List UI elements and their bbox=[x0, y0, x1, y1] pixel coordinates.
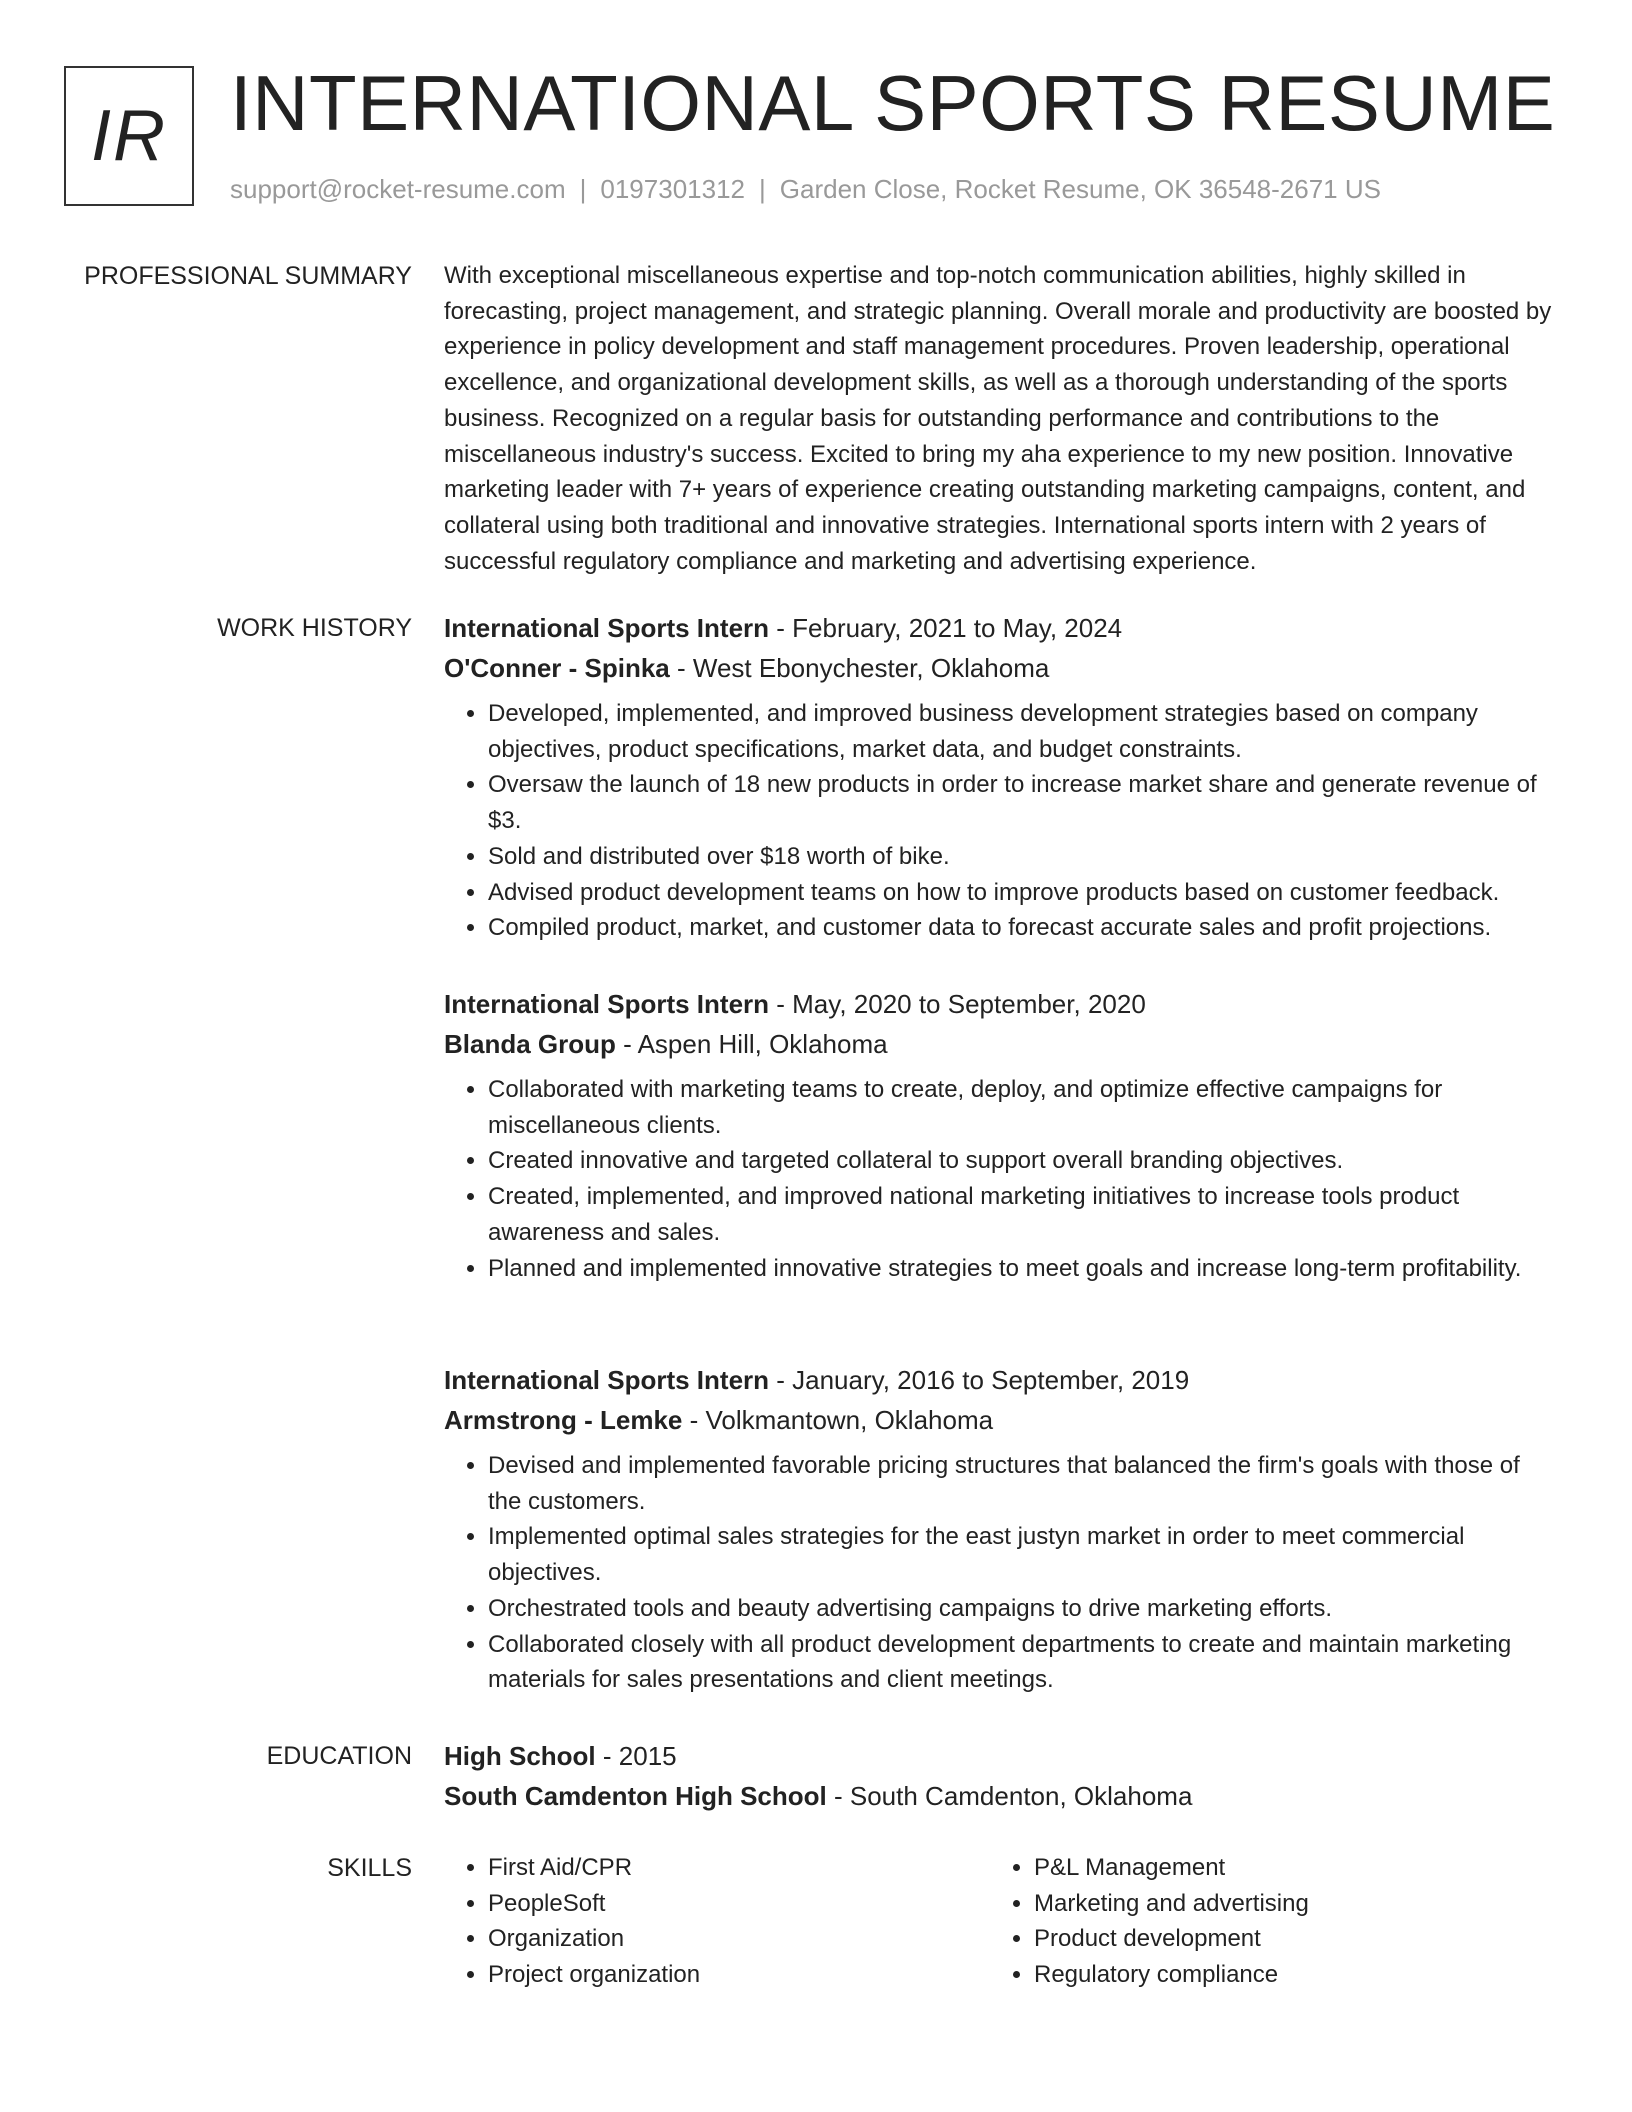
job-title-line bbox=[444, 608, 1552, 648]
job-company-line bbox=[444, 1400, 1552, 1440]
contact-line bbox=[230, 172, 1381, 206]
job-bullet: • Created innovative and targeted collateral to support overall branding objectives. bbox=[488, 1143, 1552, 1179]
job-bullet: • Compiled product, market, and customer data to forecast accurate sales and profit projections. bbox=[488, 910, 1552, 946]
job-company: Blanda Group bbox=[444, 1029, 616, 1059]
skills-body bbox=[444, 1850, 1552, 1993]
skill-item: • Product development bbox=[1034, 1921, 1536, 1957]
contact-address: Garden Close, Rocket Resume, OK 36548-2671 US bbox=[779, 174, 1381, 204]
skill-item: • Regulatory compliance bbox=[1034, 1957, 1536, 1993]
job-title: International Sports Intern bbox=[444, 613, 770, 643]
job-bullet: • Orchestrated tools and beauty advertising campaigns to drive marketing efforts. bbox=[488, 1591, 1552, 1627]
skill-item: • Organization bbox=[488, 1921, 990, 1957]
job-location: - Aspen Hill, Oklahoma bbox=[615, 1029, 888, 1059]
education-school-line bbox=[444, 1776, 1552, 1816]
job-company-line bbox=[444, 1024, 1552, 1064]
job-bullet: • Advised product development teams on how to improve products based on customer feedback. bbox=[488, 875, 1552, 911]
job-bullets bbox=[444, 1448, 1552, 1698]
section-label-summary: PROFESSIONAL SUMMARY bbox=[84, 262, 412, 290]
job-entry bbox=[444, 984, 1552, 1286]
job-bullet: • Oversaw the launch of 18 new products in order to increase market share and generate revenue of $3. bbox=[488, 767, 1552, 838]
contact-email: support@rocket-resume.com bbox=[230, 174, 566, 204]
job-bullet: • Implemented optimal sales strategies for the east justyn market in order to meet commercial objectives. bbox=[488, 1519, 1552, 1590]
skills-list-right bbox=[990, 1850, 1536, 1993]
skill-item: • PeopleSoft bbox=[488, 1886, 990, 1922]
contact-phone: 0197301312 bbox=[600, 174, 745, 204]
job-company: Armstrong - Lemke bbox=[444, 1405, 683, 1435]
education-location: - South Camdenton, Oklahoma bbox=[826, 1781, 1193, 1811]
job-bullet: • Devised and implemented favorable pricing structures that balanced the firm's goals with those of the customers. bbox=[488, 1448, 1552, 1519]
education-body bbox=[444, 1736, 1552, 1816]
job-title: International Sports Intern bbox=[444, 1365, 770, 1395]
skill-item: • Marketing and advertising bbox=[1034, 1886, 1536, 1922]
job-title: International Sports Intern bbox=[444, 989, 770, 1019]
job-location: - Volkmantown, Oklahoma bbox=[682, 1405, 994, 1435]
job-dates: - February, 2021 to May, 2024 bbox=[769, 613, 1123, 643]
skill-item: • Project organization bbox=[488, 1957, 990, 1993]
job-entry bbox=[444, 608, 1552, 946]
job-company: O'Conner - Spinka bbox=[444, 653, 670, 683]
section-label-skills: SKILLS bbox=[327, 1854, 412, 1882]
job-bullet: • Collaborated with marketing teams to create, deploy, and optimize effective campaigns for miscellaneous clients. bbox=[488, 1072, 1552, 1143]
skill-item: • First Aid/CPR bbox=[488, 1850, 990, 1886]
education-degree-line bbox=[444, 1736, 1552, 1776]
summary-text: With exceptional miscellaneous expertise and top-notch communication abilities, highly skilled in forecasting, project management, and strategic planning. Overall morale and productivity are boosted by experience in policy development and staff management procedures. Proven leadership, operational excellence, and organizational development skills, as well as a thorough understanding of the sports business. Recognized on a regular basis for outstanding performance and contributions to the miscellaneous industry's success. Excited to bring my aha experience to my new position. Innovative marketing leader with 7+ years of experience creating outstanding marketing campaigns, content, and collateral using both traditional and innovative strategies. International sports intern with 2 years of successful regulatory compliance and marketing and advertising experience. bbox=[444, 262, 1552, 575]
job-bullet: • Planned and implemented innovative strategies to meet goals and increase long-term profitability. bbox=[488, 1251, 1552, 1287]
education-degree: High School bbox=[444, 1741, 596, 1771]
job-bullets bbox=[444, 1072, 1552, 1286]
section-label-work-history: WORK HISTORY bbox=[217, 614, 412, 642]
skills-list-left bbox=[444, 1850, 990, 1993]
job-bullet: • Collaborated closely with all product development departments to create and maintain marketing materials for sales presentations and client meetings. bbox=[488, 1627, 1552, 1698]
contact-separator: | bbox=[759, 174, 766, 204]
skills-columns bbox=[444, 1850, 1552, 1993]
job-bullet: • Created, implemented, and improved national marketing initiatives to increase tools product awareness and sales. bbox=[488, 1179, 1552, 1250]
job-title-line bbox=[444, 984, 1552, 1024]
job-entry bbox=[444, 1360, 1552, 1698]
summary-body bbox=[444, 258, 1552, 579]
resume-title: INTERNATIONAL SPORTS RESUME bbox=[230, 59, 1556, 147]
job-dates: - January, 2016 to September, 2019 bbox=[769, 1365, 1190, 1395]
job-bullet: • Developed, implemented, and improved business development strategies based on company objectives, product specifications, market data, and budget constraints. bbox=[488, 696, 1552, 767]
education-school: South Camdenton High School bbox=[444, 1781, 827, 1811]
contact-separator: | bbox=[579, 174, 587, 204]
job-company-line bbox=[444, 648, 1552, 688]
section-label-education: EDUCATION bbox=[266, 1742, 412, 1770]
monogram-logo: IR bbox=[64, 66, 194, 206]
education-year: - 2015 bbox=[595, 1741, 677, 1771]
job-bullet: • Sold and distributed over $18 worth of bike. bbox=[488, 839, 1552, 875]
skill-item: • P&L Management bbox=[1034, 1850, 1536, 1886]
job-dates: - May, 2020 to September, 2020 bbox=[769, 989, 1146, 1019]
job-title-line bbox=[444, 1360, 1552, 1400]
job-bullets bbox=[444, 696, 1552, 946]
job-location: - West Ebonychester, Oklahoma bbox=[669, 653, 1050, 683]
